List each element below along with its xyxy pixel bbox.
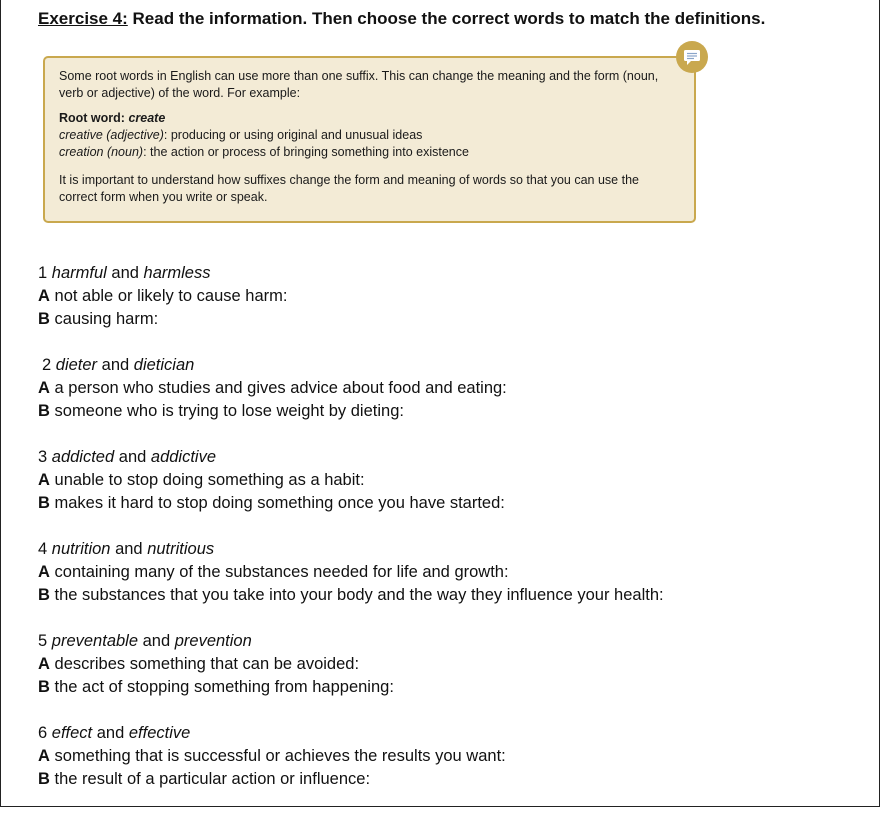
conjunction: and: [101, 356, 130, 374]
option-text: someone who is trying to lose weight by dieting:: [54, 402, 404, 420]
question-number: 2: [42, 356, 52, 374]
info-closing: It is important to understand how suffixes change the form and meaning of words so that you can use the correct form when you write or speak.: [59, 173, 639, 204]
word-one: dieter: [55, 356, 98, 374]
conjunction: and: [142, 632, 171, 650]
definition-term: creation (noun): [59, 145, 144, 159]
option-text: the result of a particular action or influence:: [54, 770, 371, 788]
option-text: makes it hard to stop doing something once you have started:: [54, 494, 505, 512]
option-text: causing harm:: [54, 310, 159, 328]
question-number: 4: [38, 540, 48, 558]
option-letter: A: [38, 655, 50, 673]
word-one: addicted: [51, 448, 115, 466]
option-a: [38, 653, 868, 676]
definition-text: : the action or process of bringing something into existence: [143, 145, 469, 159]
definition-creative: [59, 127, 680, 144]
definition-text: : producing or using original and unusual ideas: [163, 128, 423, 142]
option-letter: B: [38, 770, 50, 788]
question-heading: [38, 722, 868, 745]
word-two: prevention: [174, 632, 252, 650]
option-letter: B: [38, 494, 50, 512]
word-one: harmful: [51, 264, 107, 282]
questions-list: [38, 262, 868, 814]
word-two: effective: [128, 724, 191, 742]
exercise-instruction: Read the information. Then choose the correct words to match the definitions.: [127, 9, 766, 28]
question-5: [38, 630, 868, 699]
option-letter: A: [38, 379, 50, 397]
word-one: nutrition: [51, 540, 111, 558]
question-number: 6: [38, 724, 48, 742]
option-b: [38, 768, 868, 791]
option-letter: A: [38, 563, 50, 581]
root-word-label: Root word:: [59, 111, 129, 125]
option-text: the substances that you take into your body and the way they influence your health:: [54, 586, 664, 604]
question-6: [38, 722, 868, 791]
option-letter: B: [38, 586, 50, 604]
question-2: [38, 354, 868, 423]
option-text: a person who studies and gives advice about food and eating:: [54, 379, 507, 397]
option-text: the act of stopping something from happening:: [54, 678, 394, 696]
question-heading: [38, 262, 868, 285]
question-number: 1: [38, 264, 48, 282]
info-intro: Some root words in English can use more than one suffix. This can change the meaning and the form (noun, verb or adjective) of the word. For example:: [59, 69, 659, 100]
option-letter: A: [38, 747, 50, 765]
root-word-heading: [59, 110, 680, 127]
option-text: containing many of the substances needed for life and growth:: [54, 563, 509, 581]
question-1: [38, 262, 868, 331]
option-a: [38, 377, 868, 400]
option-a: [38, 561, 868, 584]
question-number: 3: [38, 448, 48, 466]
question-heading: [38, 630, 868, 653]
option-text: unable to stop doing something as a habit:: [54, 471, 365, 489]
word-one: effect: [51, 724, 93, 742]
option-b: [38, 676, 868, 699]
option-letter: A: [38, 471, 50, 489]
conjunction: and: [111, 264, 139, 282]
conjunction: and: [118, 448, 147, 466]
exercise-label: Exercise 4:: [38, 9, 128, 28]
option-letter: B: [38, 402, 50, 420]
word-two: dietician: [133, 356, 195, 374]
conjunction: and: [115, 540, 143, 558]
definition-term: creative (adjective): [59, 128, 164, 142]
word-two: nutritious: [147, 540, 215, 558]
word-two: addictive: [150, 448, 217, 466]
question-heading: [38, 446, 868, 469]
note-icon[interactable]: [676, 41, 708, 73]
exercise-title: [38, 9, 765, 29]
option-a: [38, 469, 868, 492]
info-box: [43, 56, 696, 223]
question-heading: [38, 538, 868, 561]
question-heading: [38, 354, 868, 377]
option-b: [38, 492, 868, 515]
option-a: [38, 285, 868, 308]
conjunction: and: [96, 724, 125, 742]
option-b: [38, 584, 868, 607]
option-letter: B: [38, 678, 50, 696]
root-word: create: [128, 111, 166, 125]
option-letter: A: [38, 287, 50, 305]
option-b: [38, 400, 868, 423]
option-text: describes something that can be avoided:: [54, 655, 360, 673]
option-text: not able or likely to cause harm:: [54, 287, 288, 305]
word-two: harmless: [143, 264, 211, 282]
question-number: 5: [38, 632, 48, 650]
word-one: preventable: [51, 632, 139, 650]
question-4: [38, 538, 868, 607]
question-3: [38, 446, 868, 515]
option-b: [38, 308, 868, 331]
option-text: something that is successful or achieves the results you want:: [54, 747, 506, 765]
option-a: [38, 745, 868, 768]
definition-creation: [59, 144, 680, 161]
option-letter: B: [38, 310, 50, 328]
